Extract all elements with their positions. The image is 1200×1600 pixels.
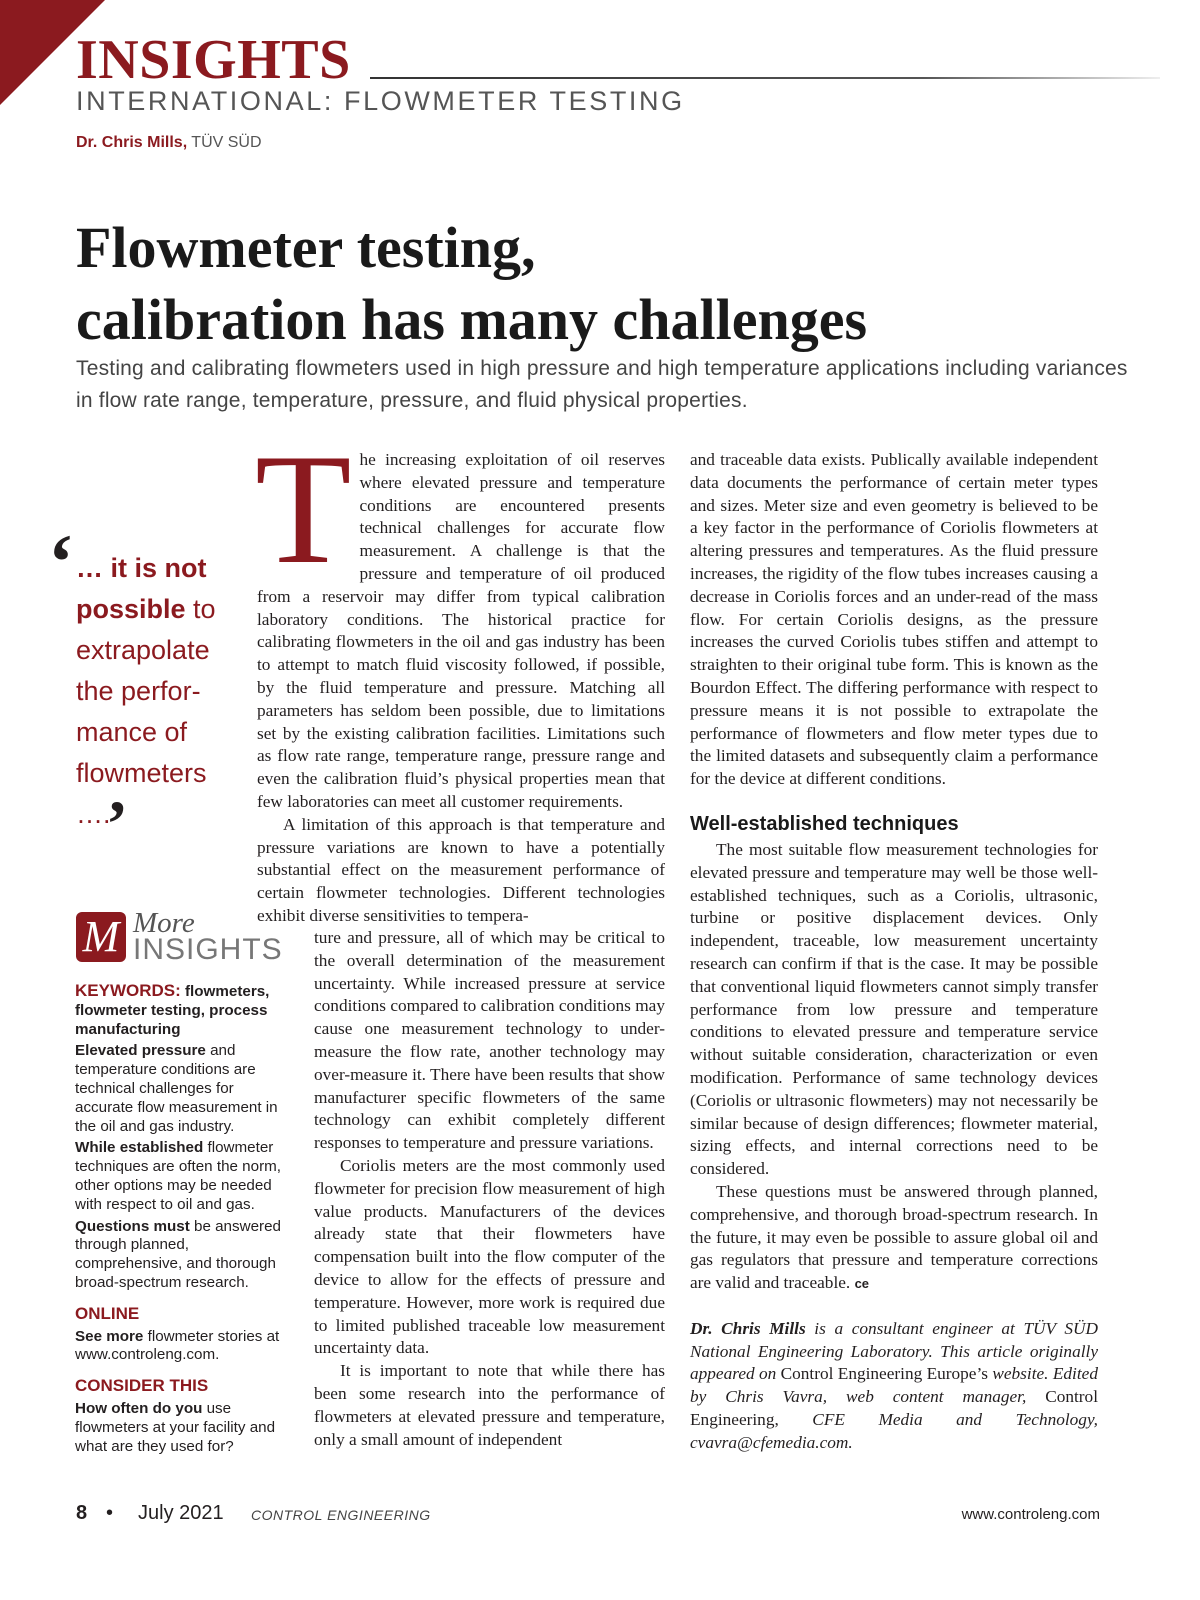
sidebar-keywords	[75, 982, 295, 1039]
more-insights-more: More	[133, 907, 195, 939]
pullquote-bold: … it is not possible	[76, 553, 207, 624]
consider-lead: How often do you	[75, 1399, 203, 1417]
headline	[76, 212, 1136, 356]
sidebar-online-heading: ONLINE	[75, 1303, 140, 1323]
online-lead: See more	[75, 1327, 144, 1345]
summary-2-lead: While established	[75, 1139, 204, 1157]
end-mark: ce	[854, 1276, 870, 1292]
body-column-2	[690, 449, 1098, 1455]
bio-text-2: website. Edited by Chris Vavra, web content manager,	[690, 1364, 1098, 1407]
footer-bullet: •	[106, 1502, 114, 1524]
more-insights-logo: M	[76, 912, 126, 962]
summary-1-lead: Elevated pressure	[75, 1042, 206, 1060]
body-paragraph-3: Coriolis meters are the most commonly used flowmeter for precision flow measurement of high value products. Manufacturers of the devices already state that their flowmeters have compensation built into the flow computer of the device to allow for the effects of pressure and temperature. However, more work is required due to limited published traceable low measurement uncertainty data.	[314, 1155, 665, 1358]
paragraph-7-text: These questions must be answered through planned, comprehensive, and thorough broad-spectrum research. In the future, it may even be possible to assure global oil and gas regulators that pressure and temperature corrections are valid and traceable.	[690, 1181, 1098, 1293]
bio-name: Dr. Chris Mills	[690, 1318, 806, 1338]
pullquote-text: to extrapolate the perfor-mance of flowmeters ….	[76, 594, 216, 829]
section-title: INSIGHTS	[76, 29, 351, 91]
summary-1-text: and temperature conditions are technical challenges for accurate flow measurement in the oil and gas industry.	[75, 1042, 278, 1135]
page-number: 8	[76, 1502, 88, 1524]
keywords-label: KEYWORDS:	[75, 981, 181, 1000]
sidebar-consider	[75, 1400, 295, 1456]
body-paragraph-7	[690, 1181, 1098, 1296]
body-paragraph-6: The most suitable flow measurement technologies for elevated pressure and temperature may well be those well-established techniques, such as a Coriolis, ultrasonic, turbine or positive displacement devices. Only independent, traceable, low measurement uncertainty research can confirm if that is the case. It may be possible that conventional liquid flowmeters cannot simply transfer performance from low pressure and temperature conditions to elevated pressure and temperature service without suitable consideration, characterization or even modification. Performance of same technology devices (Coriolis or ultrasonic flowmeters) may not necessarily be similar because of design differences; flowmeter material, sizing effects, and internal corrections need to be considered.	[690, 839, 1098, 1179]
website-url[interactable]: www.controleng.com	[961, 1506, 1100, 1523]
sidebar-summary-2	[75, 1139, 295, 1214]
keywords-list: flowmeters, flowmeter testing, process manufacturing	[75, 983, 270, 1038]
author-bio	[690, 1318, 1098, 1455]
body-paragraph-1	[255, 422, 665, 814]
sidebar-online[interactable]	[75, 1328, 295, 1366]
pullquote-open-mark: ‘	[48, 518, 74, 605]
bio-publication-2: Control Engineering,	[690, 1387, 1098, 1430]
bio-text-1: is a consultant engineer at TÜV SÜD National Engineering Laboratory. This article originally appeared on	[690, 1318, 1098, 1384]
body-column-1-lower	[314, 927, 665, 1451]
byline-organization: TÜV SÜD	[191, 134, 262, 151]
paragraph-1-text: he increasing exploitation of oil reserves where elevated pressure and temperature conditions are encountered presents technical challenges for accurate flow measurement. A challenge is that the pressure and temperature of oil produced from a reservoir may differ from typical calibration laboratory conditions. The historical practice for calibrating flowmeters in the oil and gas industry has been to attempt to match fluid viscosity followed, if possible, by the fluid temperature and pressure. Matching all parameters has seldom been possible, due to limitations set by the existing calibration facilities. Limitations such as flow rate range, temperature range, pressure range and even the calibration fluid’s physical properties mean that few laboratories can meet all customer requirements.	[257, 450, 665, 811]
sidebar-summary-3	[75, 1218, 295, 1293]
magazine-name: CONTROL ENGINEERING	[251, 1507, 431, 1523]
headline-line-1: Flowmeter testing,	[76, 215, 536, 280]
sidebar-summary-1	[75, 1042, 295, 1136]
online-text: flowmeter stories at www.controleng.com.	[75, 1327, 280, 1364]
byline	[76, 134, 262, 152]
page-footer	[76, 1502, 1100, 1532]
issue-date: July 2021	[138, 1502, 224, 1524]
byline-author: Dr. Chris Mills,	[76, 134, 188, 151]
more-insights-label: INSIGHTS	[133, 933, 283, 966]
bio-publication-1: Control Engineering Europe’s	[780, 1364, 988, 1384]
body-paragraph-2-cont: ture and pressure, all of which may be critical to the overall determination of the measurement uncertainty. While increased pressure at service conditions compared to calibration conditions may cause one measurement technology to under-measure the flow rate, another technology may over-measure it. There have been results that show manufacturer specific flowmeters of the same technology can exhibit completely different responses to temperature and pressure variations.	[314, 928, 665, 1153]
body-column-1	[255, 422, 665, 928]
sidebar-consider-heading: CONSIDER THIS	[75, 1376, 209, 1396]
consider-text: use flowmeters at your facility and what are they used for?	[75, 1399, 276, 1455]
deck: Testing and calibrating flowmeters used in high pressure and high temperature applications including variances in flow rate range, temperature, pressure, and fluid physical properties.	[76, 357, 1128, 412]
summary-3-lead: Questions must	[75, 1217, 190, 1235]
sidebar	[75, 982, 295, 1456]
pullquote	[76, 548, 241, 835]
body-paragraph-5: and traceable data exists. Publically available independent data documents the performance of certain meter types and sizes. Meter size and even geometry is believed to be a key factor in the performance of Coriolis flowmeters at altering pressures and temperatures. As the fluid pressure increases, the rigidity of the flow tubes increases causing a decrease in Coriolis forces and an under-read of the mass flow. For certain Coriolis designs, as the pressure increases the curved Coriolis tubes stiffen and attempt to straighten to their original tube form. This is known as the Bourdon Effect. The differing performance with respect to pressure means it is not possible to extrapolate the performance of flowmeters and flow meter types due to the limited datasets and subsequently claim a performance for the device at different conditions.	[690, 450, 1098, 789]
section-subtitle: INTERNATIONAL: FLOWMETER TESTING	[76, 86, 685, 116]
bio-text-3: CFE Media and Technology, cvavra@cfemedia.com.	[690, 1410, 1098, 1452]
summary-3-text: be answered through planned, comprehensive, and thorough broad-spectrum research.	[75, 1217, 281, 1291]
pullquote-close-mark: ’	[106, 788, 128, 861]
body-paragraph-4: It is important to note that while there has been some research into the performance of flowmeters at elevated pressure and temperature, only a small amount of independent	[314, 1361, 665, 1449]
headline-line-2: calibration has many challenges	[76, 287, 868, 352]
drop-cap: T	[255, 422, 352, 597]
title-rule	[370, 77, 1160, 79]
summary-2-text: flowmeter techniques are often the norm, other options may be needed with respect to oil and gas.	[75, 1139, 282, 1213]
body-paragraph-2: A limitation of this approach is that temperature and pressure variations are known to have a potentially substantial effect on the measurement performance of certain flowmeter technologies. Different technologies exhibit diverse sensitivities to tempera-	[257, 814, 665, 925]
subhead: Well-established techniques	[690, 812, 959, 835]
